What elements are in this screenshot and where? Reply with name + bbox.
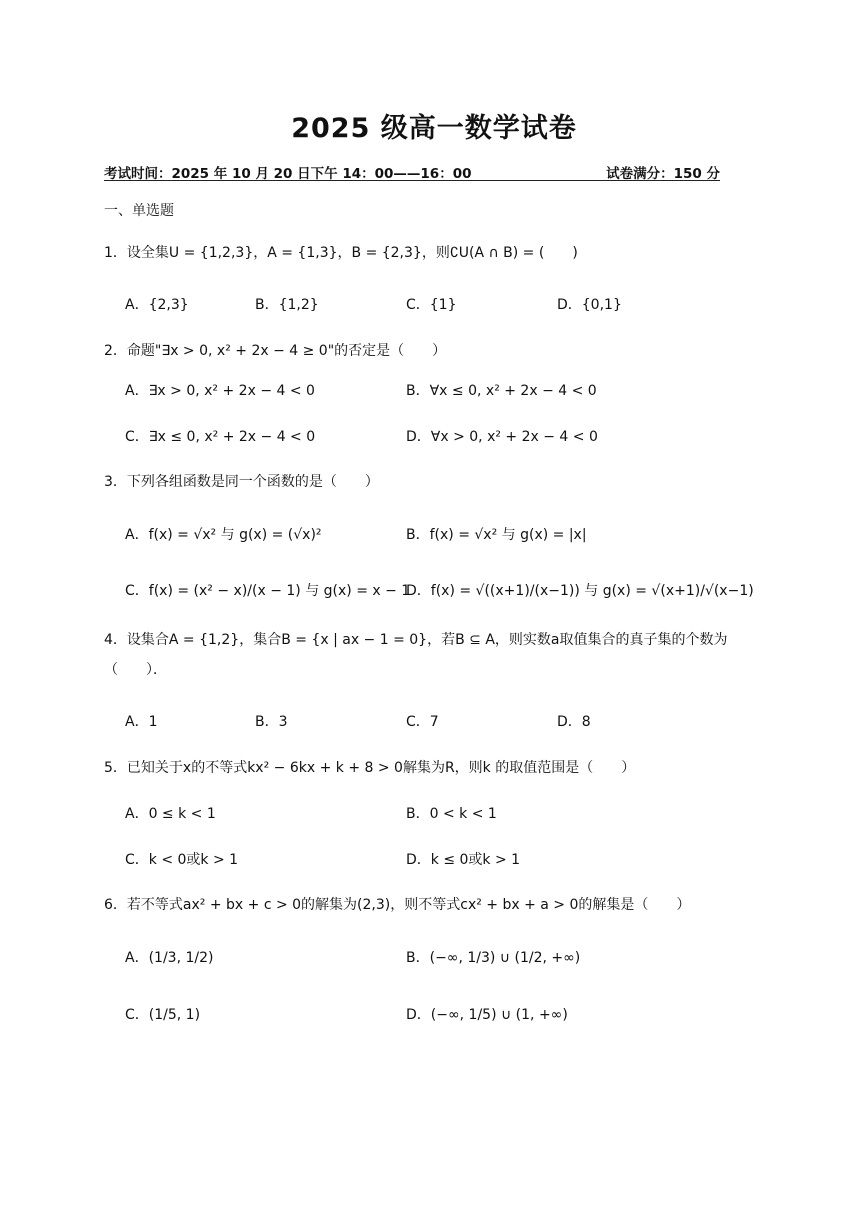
question-6-option-b: B．(−∞, 1/3) ∪ (1/2, +∞) (406, 950, 581, 966)
question-6-option-d: D．(−∞, 1/5) ∪ (1, +∞) (406, 1007, 568, 1023)
question-4-option-a: A．1 (125, 714, 158, 730)
question-5-option-b: B．0 < k < 1 (406, 806, 497, 822)
exam-time: 考试时间：2025 年 10 月 20 日下午 14：00——16：00 (104, 166, 472, 182)
question-2-option-d: D．∀x > 0, x² + 2x − 4 < 0 (406, 429, 598, 445)
question-6-stem: 6．若不等式ax² + bx + c > 0的解集为(2,3)，则不等式cx² + bx + a > 0的解集是（ ） (104, 897, 691, 913)
question-4-option-d: D．8 (557, 714, 591, 730)
question-2-option-c: C．∃x ≤ 0, x² + 2x − 4 < 0 (125, 429, 316, 445)
question-4-option-c: C．7 (406, 714, 439, 730)
question-1-option-a: A．{2,3} (125, 297, 189, 313)
question-2-stem: 2．命题"∃x > 0, x² + 2x − 4 ≥ 0"的否定是（ ） (104, 343, 447, 359)
question-2-option-b: B．∀x ≤ 0, x² + 2x − 4 < 0 (406, 383, 597, 399)
question-6-option-a: A．(1/3, 1/2) (125, 950, 214, 966)
question-4-option-b: B．3 (255, 714, 288, 730)
exam-title: 2025 级高一数学试卷 (291, 113, 577, 144)
question-3-option-c: C．f(x) = (x² − x)/(x − 1) 与 g(x) = x − 1 (125, 583, 411, 599)
question-4-stem: 4．设集合A = {1,2}，集合B = {x | ax − 1 = 0}，若B ⊆ A，则实数a取值集合的真子集的个数为（ ）． (104, 632, 728, 678)
question-3-stem: 3．下列各组函数是同一个函数的是（ ） (104, 474, 379, 490)
question-3-option-a: A．f(x) = √x² 与 g(x) = (√x)² (125, 527, 322, 543)
question-2-option-a: A．∃x > 0, x² + 2x − 4 < 0 (125, 383, 315, 399)
question-6-option-c: C．(1/5, 1) (125, 1007, 201, 1023)
question-3-option-b: B．f(x) = √x² 与 g(x) = |x| (406, 527, 587, 543)
question-3-option-d: D．f(x) = √((x+1)/(x−1)) 与 g(x) = √(x+1)/√(x−1) (406, 583, 754, 599)
exam-info-line (104, 162, 720, 181)
exam-score: 试卷满分：150 分 (606, 166, 720, 182)
question-1-option-c: C．{1} (406, 297, 457, 313)
question-5-option-c: C．k < 0或k > 1 (125, 852, 239, 868)
question-1-stem: 1．设全集U = {1,2,3}，A = {1,3}，B = {2,3}，则∁U(A ∩ B) = ( ) (104, 245, 578, 261)
question-5-option-a: A．0 ≤ k < 1 (125, 806, 216, 822)
question-1-option-b: B．{1,2} (255, 297, 319, 313)
question-5-option-d: D．k ≤ 0或k > 1 (406, 852, 521, 868)
section-heading: 一、单选题 (104, 203, 174, 219)
question-1-option-d: D．{0,1} (557, 297, 622, 313)
question-5-stem: 5．已知关于x的不等式kx² − 6kx + k + 8 > 0解集为R，则k 的取值范围是（ ） (104, 760, 636, 776)
